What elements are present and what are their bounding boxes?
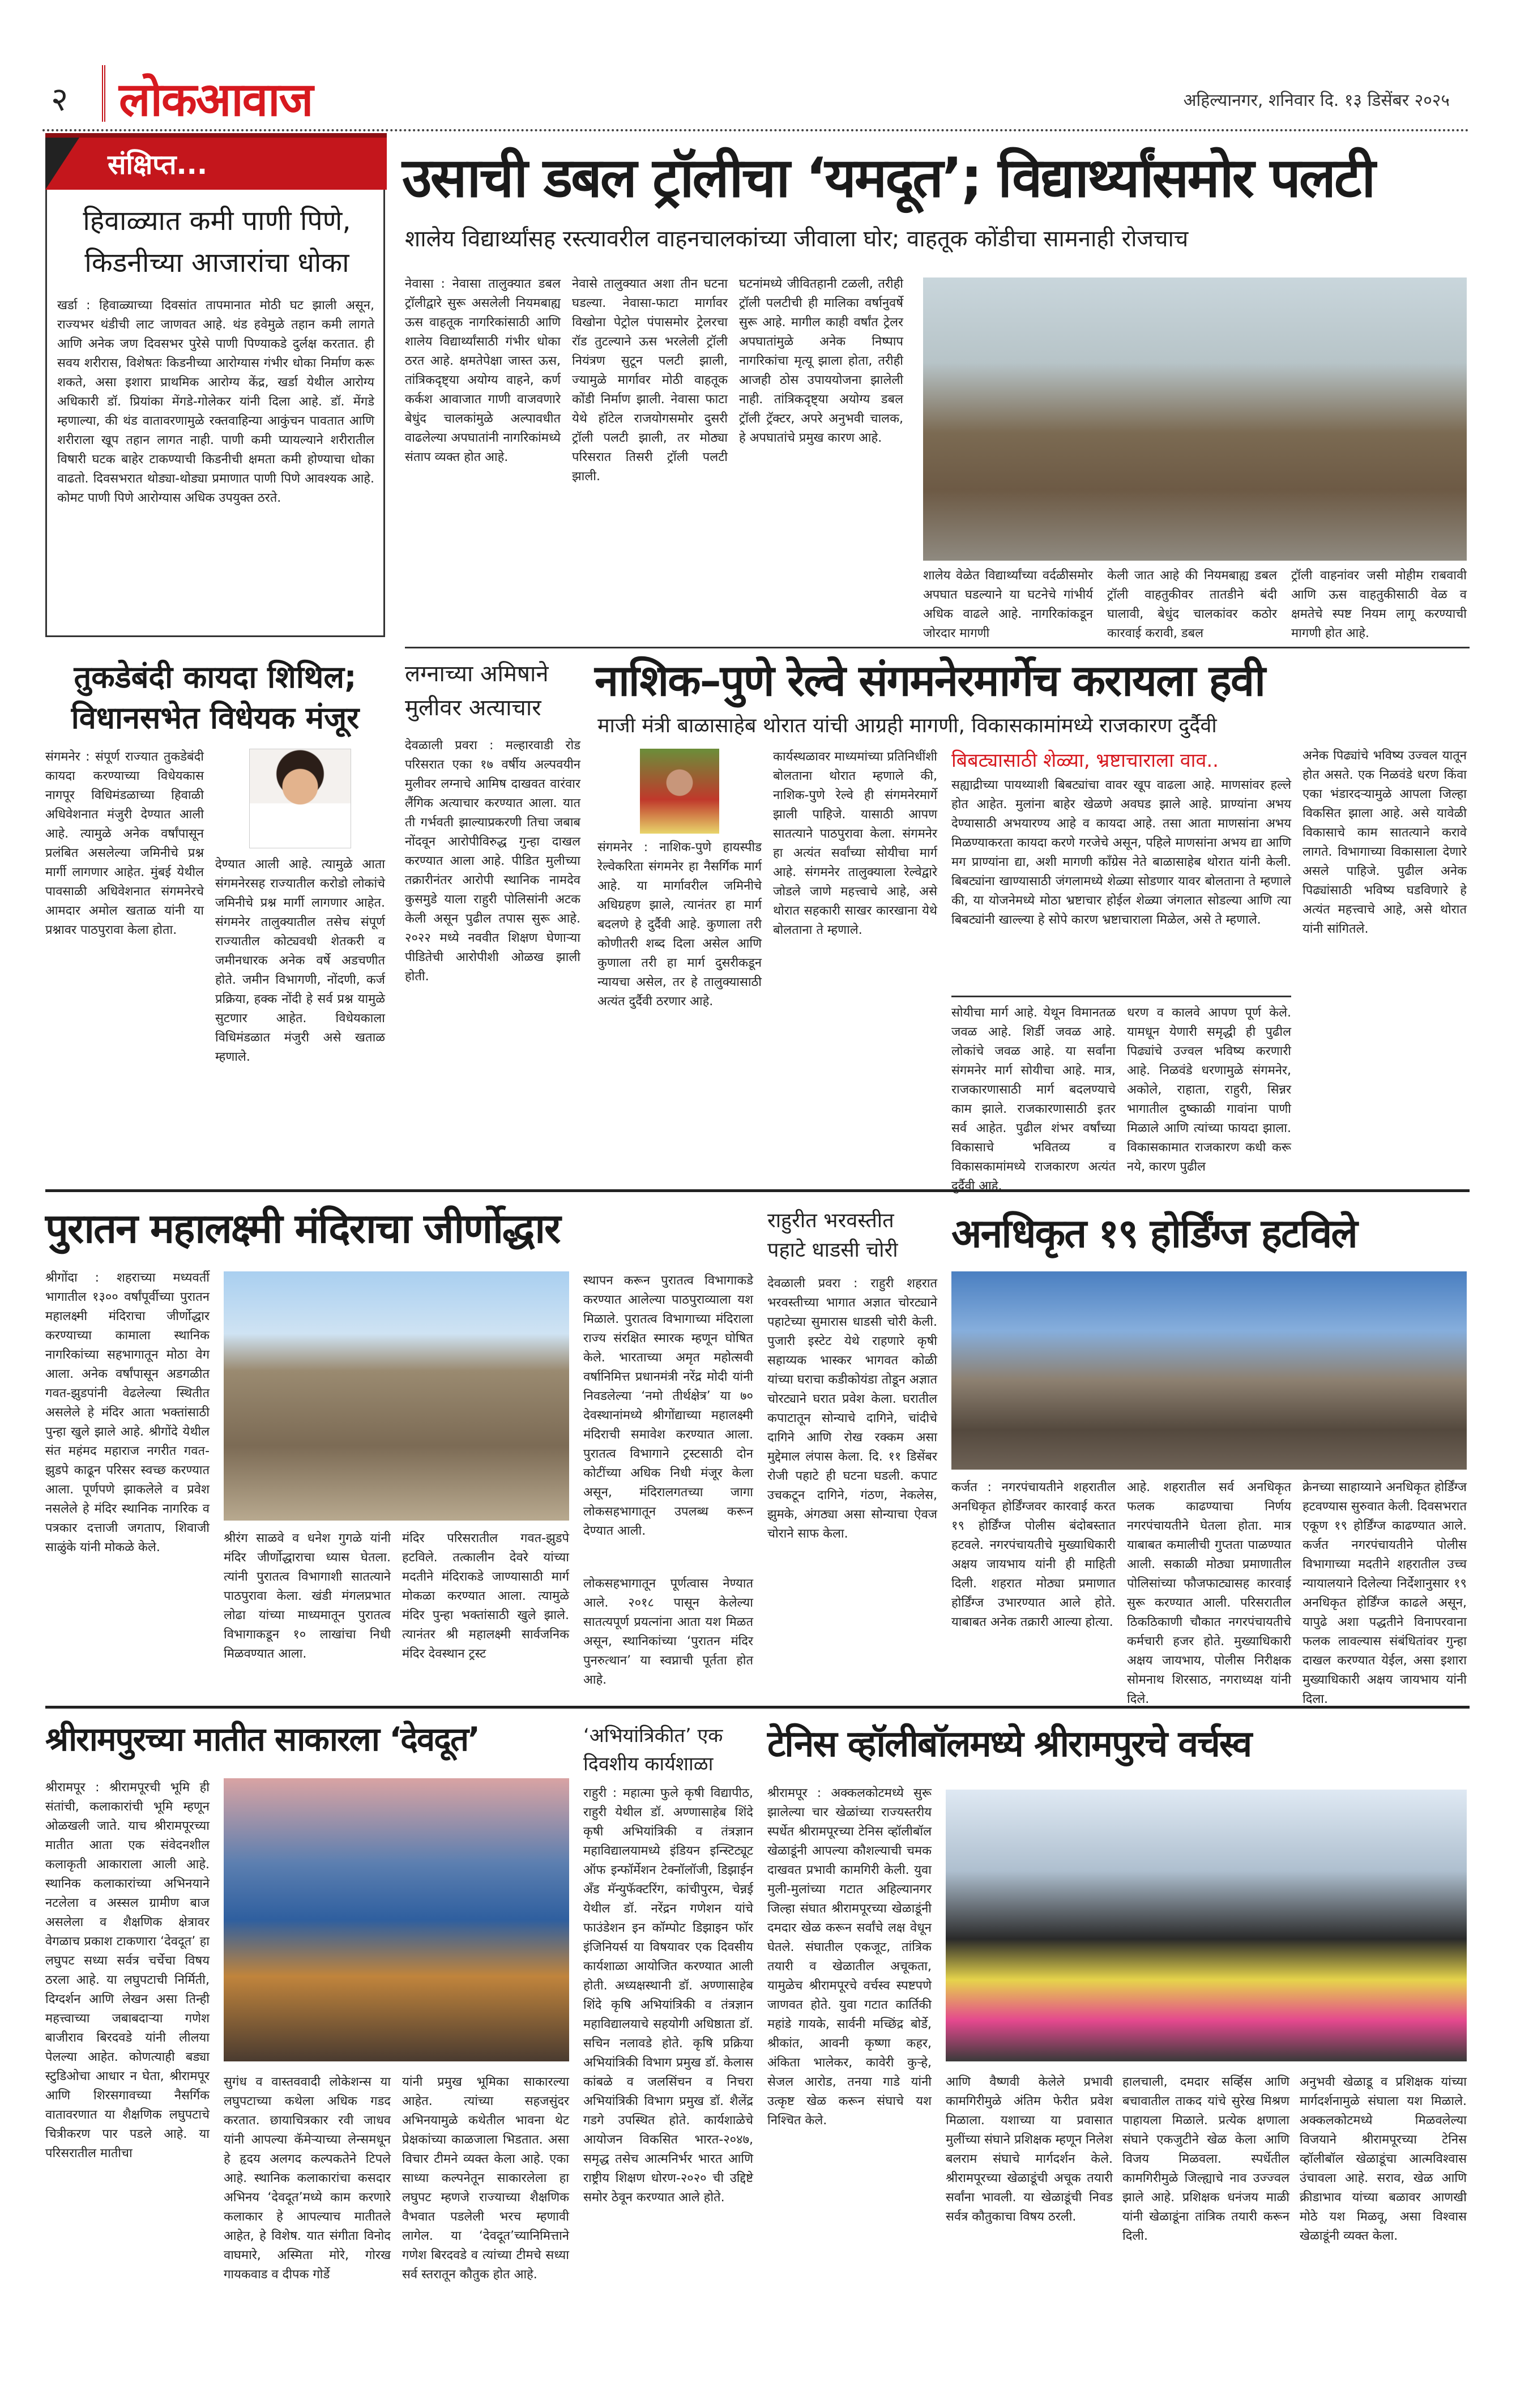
brief-box	[45, 133, 385, 637]
brief-headline	[58, 200, 375, 284]
lead-caption-1: शालेय वेळेत विद्यार्थ्यांच्या वर्दळीसमोर अपघात घडल्याने या घटनेचे गांभीर्य अधिक वाढले आहे. नागरिकांकडून जोरदार मागणी	[923, 569, 1093, 641]
lead-col-1: नेवासा : नेवासा तालुक्यात डबल ट्रॉलीद्वारे सुरू असलेली नियमबाह्य ऊस वाहतूक नागरिकांसाठी आणि शालेय विद्यार्थ्यांसाठी गंभीर धोका ठरत आहे. क्षमतेपेक्षा जास्त ऊस, तांत्रिकदृष्ट्या अयोग्य वाहने, कर्ण कर्कश आवाजात गाणी वाजवणारे बेधुंद चालकांमुळे अल्पावधीत वाढलेल्या अपघातांनी नागरिकांमध्ये संताप व्यक्त होत आहे.	[405, 277, 561, 464]
lead-caption-2: केली जात आहे की नियमबाह्य डबल ट्रॉली वाहतुकीवर तातडीने बंदी घालावी, बेधुंद चालकांवर कठोर कारवाई करावी, डबल	[1107, 569, 1277, 641]
temple-photo-caption: श्रीरंग साळवे व धनेश गुगळे यांनी मंदिर जीर्णोद्धाराचा ध्यास घेतला. त्यांनी पुरातत्व विभागाशी सातत्याने पाठपुरावा केला. खंडी मंगलप्रभात लोढा यांच्या माध्यमातून पुरातत्व विभागाकडून १० लाखांचा निधी मिळवण्यात आला.	[224, 1531, 391, 1661]
lagna-headline-line1: लग्नाच्या अमिषाने	[405, 661, 549, 687]
devdoot-col-3: यांनी प्रमुख भूमिका साकारल्या आहेत. त्यांच्या सहजसुंदर अभिनयामुळे कथेतील भावना थेट प्रेक्षकांच्या काळजाला भिडतात. असा विचार टीमने व्यक्त केला आहे. एका साध्या कल्पनेतून साकारलेला हा लघुपट म्हणजे राज्याच्या शैक्षणिक वैभवात पडलेली भरच म्हणावी लागेल. या ‘देवदूत’च्यानिमित्ताने गणेश बिरदवडे व त्यांच्या टीमचे सध्या सर्व स्तरातून कौतुक होत आहे.	[402, 2075, 569, 2282]
tennis-photo	[946, 1790, 1467, 2061]
temple-col-2: स्थापन करून पुरातत्व विभागाकडे करण्यात आलेल्या पाठपुराव्याला यश मिळाले. पुरातत्व विभागाच्या मंदिराला राज्य संरक्षित स्मारक म्हणून घोषित केले. भारताच्या अमृत महोत्सवी वर्षानिमित्त प्रधानमंत्री नरेंद्र मोदी यांनी निवडलेल्या ‘नमो तीर्थक्षेत्र’ या ७० देवस्थानांमध्ये श्रीगोंद्याच्या महालक्ष्मी मंदिराची समावेश करण्यात आला. पुरातत्व विभागाने ट्रस्टसाठी दोन कोटींच्या अधिक निधी मंजूर केला असून, मंदिरालगतच्या जागा लोकसहभागातून उपलब्ध करून देण्यात आली.	[583, 1274, 753, 1538]
tennis-col-1: आणि वैष्णवी केलेले प्रभावी कामगिरीमुळे अंतिम फेरीत प्रवेश मिळाला. यशाच्या या प्रवासात मुलींच्या संघाने प्रशिक्षक म्हणून निलेश बलराम संघाचे मार्गदर्शन केले. श्रीरामपूरच्या खेळाडूंची अचूक तयारी सर्वांना भावली. या खेळाडूंची निवड सर्वत्र कौतुकाचा विषय ठरली.	[946, 2075, 1113, 2224]
box-rule	[951, 996, 1291, 997]
theft-headline-line2: पहाटे धाडसी चोरी	[767, 1239, 898, 1262]
temple-col-3: मंदिर परिसरातील गवत-झुडपे हटविले. तत्कालीन देवरे यांच्या मदतीने मंदिराकडे जाण्यासाठी मार्ग मोकळा करण्यात आला. त्यामुळे मंदिर पुन्हा भक्तांसाठी खुले झाले. त्यानंतर श्री महालक्ष्मी सार्वजनिक मंदिर देवस्थान ट्रस्ट	[402, 1531, 569, 1661]
lead-headline[interactable]: उसाची डबल ट्रॉलीचा ‘यमदूत’; विद्यार्थ्यांसमोर पलटी	[402, 146, 1374, 210]
lead-caption-3: ट्रॉली वाहनांवर जसी मोहीम राबवावी आणि ऊस वाहतुकीसाठी वेळ व क्षमतेचे स्पष्ट नियम लागू करण्याची मागणी होत आहे.	[1291, 569, 1467, 641]
temple-col-4: लोकसहभागातून पूर्णत्वास नेण्यात आले. २०१८ पासून केलेल्या सातत्यपूर्ण प्रयत्नांना आता यश मिळत असून, स्थानिकांच्या ‘पुरातन मंदिर पुनरुत्थान’ या स्वप्नाची पूर्तता होत आहे.	[583, 1577, 753, 1687]
theft-body: देवळाली प्रवरा : राहुरी शहरात भरवस्तीच्या भागात अज्ञात चोरट्याने पहाटेच्या सुमारास धाडसी चोरी केली. पुजारी इस्टेट येथे राहणारे कृषी सहाय्यक भास्कर भागवत कोळी यांच्या घराचा कडीकोयंडा तोडून अज्ञात चोरट्याने घरात प्रवेश केला. घरातील कपाटातून सोन्याचे दागिने, चांदीचे दागिने आणि रोख रक्कम असा मुद्देमाल लंपास केला. दि. ११ डिसेंबर रोजी पहाटे ही घटना घडली. कपाट उचकटून दागिने, गंठण, नेकलेस, झुमके, अंगठ्या असा सोन्याचा ऐवज चोराने साफ केला.	[767, 1276, 937, 1541]
tukdebandi-col-2: देण्यात आली आहे. त्यामुळे आता संगमनेरसह राज्यातील करोडो लोकांचे जमिनीचे प्रश्न मार्गी लागणार आहेत. संगमनेर तालुक्यातील तसेच संपूर्ण राज्यातील कोट्यवधी शेतकरी व जमीनधारक अनेक वर्षे अडचणीत होते. जमीन विभागणी, नोंदणी, कर्ज प्रक्रिया, हक्क नोंदी हे सर्व प्रश्न यामुळे सुटणार आहेत. विधेयकाला विधिमंडळात मंजुरी असे खताळ म्हणाले.	[215, 857, 385, 1064]
tukdebandi-headline-line1: तुकडेबंदी कायदा शिथिल;	[74, 659, 357, 695]
workshop-headline-line1: ‘अभियांत्रिकीत’ एक	[583, 1724, 723, 1747]
railway-col-5: अनेक पिढ्यांचे भविष्य उज्वल यातून होत असते. एक निळवंडे धरण किंवा एका भंडारदऱ्यामुळे आपला जिल्हा विकसित झाला आहे. असे यावेळी विकासाचे काम सातत्याने करावे लागते. विभागाच्या विकासाला देणारे असले पाहिजे. पुढील अनेक पिढ्यांसाठी भविष्य घडविणारे हे अत्यंत महत्त्वाचे आहे, असे थोरात यांनी सांगितले.	[1303, 749, 1467, 936]
leopard-box-body: सह्याद्रीच्या पायथ्याशी बिबट्यांचा वावर खूप वाढला आहे. माणसांवर हल्ले होत आहेत. मुलांना बाहेर खेळणे अवघड झाले आहे. प्राण्यांना अभय देण्यासाठी अभयारण्य आहे व कायदा आहे. तसा आता माणसांना अभय मिळण्याकरता कायदा करणे गरजेचे असून, पहिले माणसांना अभय द्या आणि मग प्राण्यांना द्या, अशी मागणी काँग्रेस नेते बाळासाहेब थोरात यांनी केली. बिबट्यांना खाण्यासाठी जंगलामध्ये शेळ्या सोडणार यावर बोलताना ते म्हणाले की, या योजनेमध्ये मोठा भ्रष्टाचार होईल शेळ्या जंगलात सोडल्या आणि त्या बिबट्यांनी खाल्ल्या हे सोपे कारण भ्रष्टाचाराला मिळेल, असे ते म्हणाले.	[951, 778, 1291, 927]
railway-col-4: धरण व कालवे आपण पूर्ण केले. यामधून येणारी समृद्धी ही पुढील पिढ्यांचे उज्वल भविष्य करणारी आहे. निळवंडे धरणामुळे संगमनेर, अकोले, राहाता, राहुरी, सिन्नर भागातील दुष्काळी गावांना पाणी मिळाले आणि त्यांच्या फायदा झाला. विकासकामात राजकारण कधी करू नये, कारण पुढील	[1127, 1006, 1291, 1174]
hoardings-col-3: क्रेनच्या साहाय्याने अनधिकृत होर्डिंग्ज हटवण्यास सुरुवात केली. दिवसभरात एकूण १९ होर्डिंग्ज काढण्यात आले. कर्जत नगरपंचायतीने पोलीस विभागाच्या मदतीने शहरातील उच्च न्यायालयाने दिलेल्या निर्देशानुसार १९ अनधिकृत होर्डिंग्ज काढले असून, यापुढे अशा पद्धतीने विनापरवाना फलक लावल्यास संबंधितांवर गुन्हा दाखल करण्यात येईल, असा इशारा मुख्याधिकारी अक्षय जायभाय यांनी दिला.	[1303, 1480, 1467, 1706]
leopard-box-title: बिबट्यासाठी शेळ्या, भ्रष्टाचाराला वाव..	[951, 749, 1219, 772]
lead-col-3: घटनांमध्ये जीवितहानी टळली, तरीही ट्रॉली पलटीची ही मालिका वर्षानुवर्षे सुरू आहे. मागील काही वर्षांत ट्रेलर अपघातांमुळे अनेक निष्पाप नागरिकांचा मृत्यू झाला होता, तरीही आजही ठोस उपाययोजना झालेली नाही. तांत्रिकदृष्ट्या अयोग्य डबल ट्रॉली ट्रॅक्टर, अपरे अनुभवी चालक, हे अपघातांचे प्रमुख कारण आहे.	[739, 277, 903, 445]
temple-headline[interactable]: पुरातन महालक्ष्मी मंदिराचा जीर्णोद्धार	[45, 1205, 560, 1252]
hoardings-headline[interactable]: अनधिकृत १९ होर्डिंग्ज हटविले	[951, 1210, 1357, 1257]
brief-label-bar	[45, 133, 387, 190]
tukdebandi-photo	[249, 749, 351, 848]
railway-col-3: सोयीचा मार्ग आहे. येथून विमानतळ जवळ आहे. शिर्डी जवळ आहे. लोकांचे जवळ आहे. या सर्वांना संगमनेर मार्ग सोयीचा आहे. मात्र, राजकारणासाठी मार्ग बदलण्याचे काम झाले. राजकारणासाठी इतर सर्व आहेत. पुढील शंभर वर्षांच्या विकासाचे भवितव्य व विकासकामांमध्ये राजकारण अत्यंत दुर्दैवी आहे.	[951, 1006, 1116, 1193]
section-rule-3	[45, 1706, 1470, 1709]
masthead	[34, 65, 1484, 127]
masthead-divider	[102, 65, 105, 122]
newspaper-logo[interactable]: लोकआवाज	[119, 73, 313, 127]
devdoot-photo	[224, 1778, 569, 2061]
tennis-col-3: अनुभवी खेळाडू व प्रशिक्षक यांच्या मार्गदर्शनामुळे संघाला यश मिळाले. अक्कलकोटमध्ये मिळवलेल्या विजयाने श्रीरामपूरच्या टेनिस व्हॉलीबॉल खेळाडूंचा आत्मविश्वास उंचावला आहे. सराव, खेळ आणि क्रीडाभाव यांच्या बळावर आणखी मोठे यश मिळवू, असा विश्वास खेळाडूंनी व्यक्त केला.	[1300, 2075, 1467, 2243]
devdoot-headline[interactable]: श्रीरामपुरच्या मातीत साकारला ‘देवदूत’	[45, 1720, 480, 1758]
hoardings-photo	[951, 1271, 1467, 1470]
railway-photo	[640, 749, 719, 834]
page-number: २	[51, 80, 69, 118]
hoardings-col-2: आहे. शहरातील सर्व अनधिकृत फलक काढण्याचा निर्णय नगरपंचायतीने घेतला होता. मात्र याबाबत कमालीची गुप्तता पाळण्यात आली. सकाळी मोठ्या प्रमाणातील पोलिसांच्या फौजफाट्यासह कारवाई सुरू करण्यात आली. परिसरातील ठिकठिकाणी चौकात नगरपंचायतीचे कर्मचारी हजर होते. मुख्याधिकारी अक्षय जायभाय, पोलीस निरीक्षक सोमनाथ शिरसाठ, नगराध्यक्ष यांनी दिले.	[1127, 1480, 1291, 1706]
brief-headline-line2: किडनीच्या आजारांचा धोका	[84, 247, 349, 279]
hoardings-col-1: कर्जत : नगरपंचायतीने शहरातील अनधिकृत होर्डिंग्जवर कारवाई करत १९ होर्डिंग्ज पोलीस बंदोबस्तात हटवले. नगरपंचायतीचे मुख्याधिकारी अक्षय जायभाय यांनी ही माहिती दिली. शहरात मोठ्या प्रमाणात होर्डिंग्ज उभारण्यात आले होते. याबाबत अनेक तक्रारी आल्या होत्या.	[951, 1480, 1116, 1629]
temple-col-1: श्रीगोंदा : शहराच्या मध्यवर्ती भागातील १३०० वर्षांपूर्वीच्या पुरातन महालक्ष्मी मंदिराचा जीर्णोद्धार करण्याच्या कामाला स्थानिक नागरिकांच्या सहभागातून मोठा वेग आला. अनेक वर्षांपासून अडगळीत गवत-झुडपांनी वेढलेल्या स्थितीत असलेले हे मंदिर आता भक्तांसाठी पुन्हा खुले झाले आहे. श्रीगोंदे येथील संत महंमद महाराज नगरीत गवत-झुडपे काढून परिसर स्वच्छ करण्यात आला. पूर्णपणे झाकलेले व प्रवेश नसलेले हे मंदिर स्थानिक नागरिक व पत्रकार दत्ताजी जगताप, शिवाजी साळुंके यांनी मोकळे केले.	[45, 1271, 210, 1555]
lead-photo	[923, 277, 1467, 561]
lagna-body: देवळाली प्रवरा : मल्हारवाडी रोड परिसरात एका १७ वर्षीय अल्पवयीन मुलीवर लग्नाचे आमिष दाखवत वारंवार लैंगिक अत्याचार करण्यात आला. यात ती गर्भवती झाल्याप्रकरणी तिचा जबाब नोंदवून आरोपीविरुद्ध गुन्हा दाखल करण्यात आला आहे. पीडित मुलीच्या तक्रारीनंतर आरोपी स्थानिक नामदेव कुसमुडे याला राहुरी पोलिसांनी अटक केली असून पुढील तपास सुरू आहे. २०२२ मध्ये नववीत शिक्षण घेणाऱ्या पीडितेची आरोपीशी ओळख झाली होती.	[405, 738, 580, 984]
lagna-headline-line2: मुलीवर अत्याचार	[405, 695, 541, 721]
dateline: अहिल्यानगर, शनिवार दि. १३ डिसेंबर २०२५	[1183, 91, 1450, 110]
section-rule	[405, 647, 1470, 648]
brief-body: खर्डा : हिवाळ्याच्या दिवसांत तापमानात मोठी घट झाली असून, राज्यभर थंडीची लाट जाणवत आहे. थंड हवेमुळे तहान कमी लागते आणि अनेक जण दिवसभर पुरेसे पाणी पिण्याकडे दुर्लक्ष करतात. ही सवय शरीरास, विशेषतः किडनीच्या आरोग्यास गंभीर धोका निर्माण करू शकते, असा इशारा प्राथमिक आरोग्य केंद्र, खर्डा येथील आरोग्य अधिकारी डॉ. प्रियांका मेंगडे-गोलेकर यांनी दिला आहे. डॉ. मेंगडे म्हणाल्या, की थंड वातावरणामुळे रक्तवाहिन्या आकुंचन पावतात आणि शरीराला खूप तहान लागत नाही. पाणी कमी प्यायल्याने शरीरातील विषारी घटक बाहेर टाकण्याची किडनीची क्षमता कमी होण्याचा धोका वाढतो. दिवसभरात थोड्या-थोड्या प्रमाणात पाणी पिणे आवश्यक आहे. कोमट पाणी पिणे आरोग्यास अधिक उपयुक्त ठरते.	[57, 298, 374, 505]
section-rule-2	[45, 1189, 1470, 1192]
temple-photo	[224, 1271, 569, 1521]
devdoot-col-1: श्रीरामपूर : श्रीरामपूरची भूमि ही संतांची, कलाकारांची भूमि म्हणून ओळखली जाते. याच श्रीरामपूरच्या मातीत आता एक संवेदनशील कलाकृती आकाराला आली आहे. स्थानिक कलाकारांच्या अभिनयाने नटलेला व अस्सल ग्रामीण बाज असलेला व शैक्षणिक क्षेत्रावर वेगळाच प्रकाश टाकणारा ‘देवदूत’ हा लघुपट सध्या सर्वत्र चर्चेचा विषय ठरला आहे. या लघुपटाची निर्मिती, दिग्दर्शन आणि लेखन असा तिन्ही महत्त्वाच्या जबाबदाऱ्या गणेश बाजीराव बिरदवडे यांनी लीलया पेलल्या आहेत. कोणत्याही बड्या स्टुडिओचा आधार न घेता, श्रीरामपूर आणि शिरसगावच्या नैसर्गिक वातावरणात या शैक्षणिक लघुपटाचे चित्रीकरण पार पडले आहे. या परिसरातील मातीचा	[45, 1781, 210, 2161]
railway-headline[interactable]: नाशिक–पुणे रेल्वे संगमनेरमार्गेच करायला हवी	[595, 655, 1265, 706]
masthead-rule	[42, 129, 1470, 131]
railway-subhead: माजी मंत्री बाळासाहेब थोरात यांची आग्रही मागणी, विकासकामांमध्ये राजकारण दुर्दैवी	[597, 714, 1217, 737]
tukdebandi-headline[interactable]	[45, 657, 385, 738]
lead-subhead: शालेय विद्यार्थ्यांसह रस्त्यावरील वाहनचालकांच्या जीवाला घोर; वाहतूक कोंडीचा सामनाही रोजचाच	[405, 226, 1189, 252]
tukdebandi-headline-line2: विधानसभेत विधेयक मंजूर	[71, 700, 360, 736]
devdoot-col-2: सुगंध व वास्तववादी लोकेशन्स या लघुपटाच्या कथेला अधिक गडद करतात. छायाचित्रकार रवी जाधव यांनी आपल्या कॅमेऱ्याच्या लेन्समधून हे हृदय अलगद कल्पकतेने टिपले आहे. स्थानिक कलाकारांचा कसदार अभिनय ‘देवदूत’मध्ये काम करणारे कलाकार हे आपल्याच मातीतले आहेत, हे विशेष. यात संगीता विनोद वाघमारे, अस्मिता मोरे, गोरख गायकवाड व दीपक गोर्डे	[224, 2075, 391, 2282]
railway-col-1: संगमनेर : नाशिक-पुणे हायस्पीड रेल्वेकरिता संगमनेर हा नैसर्गिक मार्ग आहे. या मार्गावरील जमिनीचे अधिग्रहण झाले, त्यानंतर हा मार्ग बदलणे हे दुर्दैवी आहे. कुणाला तरी कोणीतरी शब्द दिला असेल आणि कुणाला तरी हा मार्ग दुसरीकडून न्यायचा असेल, तर हे तालुक्यासाठी अत्यंत दुर्दैवी ठरणार आहे.	[597, 840, 762, 1009]
tennis-col-2: हालचाली, दमदार सर्व्हिस आणि बचावातील ताकद यांचे सुरेख मिश्रण पाहायला मिळाले. प्रत्येक क्षणाला संघाने एकजुटीने खेळ केला आणि विजय मिळवला. स्पर्धेतील कामगिरीमुळे जिल्ह्याचे नाव उज्ज्वल झाले आहे. प्रशिक्षक धनंजय माळी यांनी खेळाडूंना तांत्रिक तयारी करून दिली.	[1122, 2075, 1289, 2243]
lagna-headline[interactable]	[405, 657, 549, 725]
workshop-headline-line2: दिवशीय कार्यशाळा	[583, 1753, 714, 1775]
railway-col-2: कार्यस्थळावर माध्यमांच्या प्रतिनिधींशी बोलताना थोरात म्हणाले की, नाशिक-पुणे रेल्वे ही संगमनेरमार्गे झाली पाहिजे. यासाठी आपण सातत्याने पाठपुरावा केला. संगमनेर हा अत्यंत सर्वांच्या सोयीचा मार्ग आहे. संगमनेर तालुक्याला रेल्वेद्वारे जोडले जाणे महत्त्वाचे आहे, असे थोरात सहकारी साखर कारखाना येथे बोलताना ते म्हणाले.	[773, 750, 937, 937]
theft-headline-line1: राहुरीत भरवस्तीत	[767, 1209, 894, 1232]
workshop-body: राहुरी : महात्मा फुले कृषी विद्यापीठ, राहुरी येथील डॉ. अण्णासाहेब शिंदे कृषी अभियांत्रिकी व तंत्रज्ञान महाविद्यालयामध्ये इंडियन इन्स्टिट्यूट ऑफ इन्फॉर्मेशन टेक्नॉलॉजी, डिझाईन अँड मॅन्युफॅक्टरिंग, कांचीपुरम, चेन्नई येथील डॉ. नरेंद्रन गणेशन यांचे फाउंडेशन इन कॉम्पोट डिझाइन फॉर इंजिनियर्स या विषयावर एक दिवसीय कार्यशाळा आयोजित करण्यात आली होती. अध्यक्षस्थानी डॉ. अण्णासाहेब शिंदे कृषि अभियांत्रिकी व तंत्रज्ञान महाविद्यालयाचे सहयोगी अधिष्ठाता डॉ. सचिन नलावडे होते. कृषि प्रक्रिया अभियांत्रिकी विभाग प्रमुख डॉ. केलास कांबळे व जलसिंचन व निचरा अभियांत्रिकी विभाग प्रमुख डॉ. शैलेंद्र गडगे उपस्थित होते. कार्यशाळेचे आयोजन विकसित भारत-२०४७, समृद्ध तसेच आत्मनिर्भर भारत आणि राष्ट्रीय शिक्षण धोरण-२०२० ची उद्दिष्टे समोर ठेवून करण्यात आले होते.	[583, 1786, 753, 2205]
tennis-intro: श्रीरामपूर : अक्कलकोटमध्ये सुरू झालेल्या चार खेळांच्या राज्यस्तरीय स्पर्धेत श्रीरामपूरच्या टेनिस व्हॉलीबॉल खेळाडूंनी आपल्या कौशल्याची चमक दाखवत प्रभावी कामगिरी केली. युवा मुली-मुलांच्या गटात अहिल्यानगर जिल्हा संघात श्रीरामपूरच्या खेळाडूंनी दमदार खेळ करून सर्वांचे लक्ष वेधून घेतले. संघातील एकजूट, तांत्रिक तयारी व खेळातील अचूकता, यामुळेच श्रीरामपूरचे वर्चस्व स्पष्टपणे जाणवत होते. युवा गटात कार्तिकी महांडे गायके, सार्वनी मच्छिंद्र बोर्डे, श्रीकांत, आवनी कृष्णा कहर, अंकिता भालेकर, कावेरी कुऱ्हे, सेजल आरोड, तनया गाडे यांनी उत्कृष्ट खेळ करून संघाचे यश निश्चित केले.	[767, 1786, 932, 2128]
tukdebandi-col-1: संगमनेर : संपूर्ण राज्यात तुकडेबंदी कायदा करण्याच्या विधेयकास नागपूर विधिमंडळाच्या हिवाळी अधिवेशनात मंजुरी देण्यात आली आहे. त्यामुळे अनेक वर्षांपासून प्रलंबित असलेल्या जमिनीचे प्रश्न मार्गी लागणार आहेत. मुंबई येथील पावसाळी अधिवेशनात संगमनेरचे आमदार अमोल खताळ यांनी या प्रश्नावर पाठपुरावा केला होता.	[45, 750, 204, 937]
workshop-headline[interactable]	[583, 1722, 723, 1778]
brief-label: संक्षिप्त...	[108, 149, 208, 181]
brief-headline-line1: हिवाळ्यात कमी पाणी पिणे,	[83, 205, 351, 237]
lead-col-2: नेवासे तालुक्यात अशा तीन घटना घडल्या. नेवासा-फाटा मार्गावर विखोना पेट्रोल पंपासमोर ट्रेलरचा रॉड तुटल्याने ऊस भरलेली ट्रॉली नियंत्रण सुटून पलटी झाली, ज्यामुळे मार्गावर मोठी वाहतूक कोंडी निर्माण झाली. नेवासा फाटा येथे हॉटेल राजयोगसमोर दुसरी ट्रॉली पलटी झाली, तर मोठ्या परिसरात तिसरी ट्रॉली पलटी झाली.	[572, 277, 728, 484]
tennis-headline[interactable]: टेनिस व्हॉलीबॉलमध्ये श्रीरामपुरचे वर्चस्व	[767, 1723, 1252, 1765]
theft-headline[interactable]	[767, 1206, 898, 1265]
corner-accent	[45, 138, 79, 190]
